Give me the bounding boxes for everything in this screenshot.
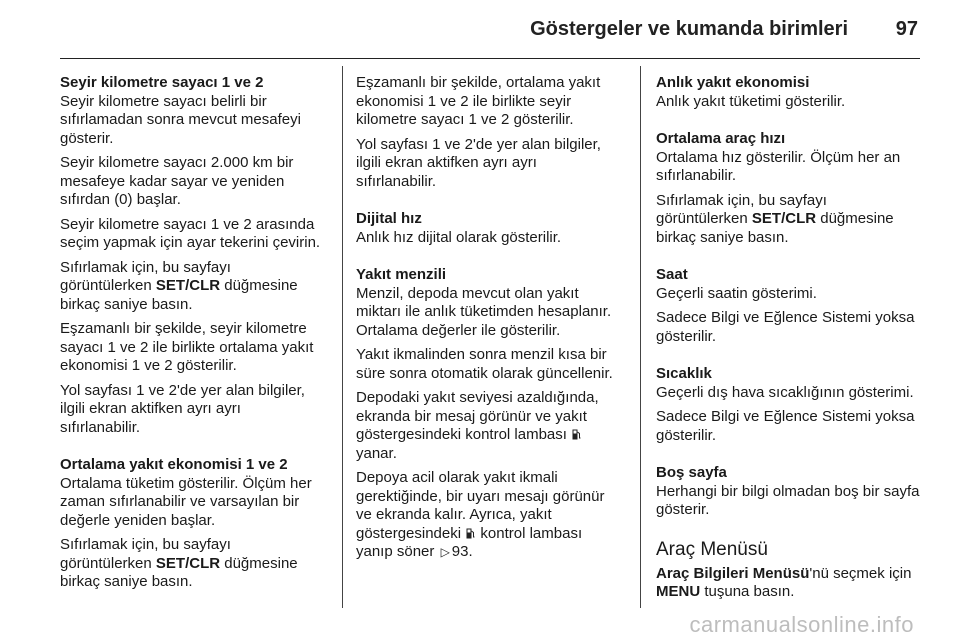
paragraph: Seyir kilometre sayacı 1 ve 2 arasında seçim yapmak için ayar tekerini çevirin. [60, 215, 321, 251]
column-3 [656, 74, 921, 621]
text: Sıfırlamak için, bu sayfayı görüntülerken [60, 258, 231, 294]
section-average-speed [656, 130, 921, 247]
section-heading: Ortalama araç hızı [656, 130, 786, 147]
section-fuel-range [356, 266, 621, 562]
fuel-pump-icon [466, 528, 475, 539]
section-trip-odometer [60, 74, 325, 437]
section-heading: Saat [656, 266, 688, 283]
text: düğmesine birkaç saniye basın. [656, 210, 894, 246]
section-average-fuel-economy [60, 456, 325, 592]
text: . [468, 543, 473, 560]
text: Depoya acil olarak yakıt ikmali gerektiğinde, bir uyarı mesajı görünür ve ekranda kalır. Ayrıca, yakıt göstergesindeki [356, 469, 605, 542]
page-reference[interactable]: 93 [451, 543, 469, 560]
column-2 [356, 74, 621, 581]
paragraph: Yol sayfası 1 ve 2'de yer alan bilgiler, ilgili ekran aktifken ayrı ayrı sıfırlanabilir. [60, 381, 305, 436]
page-reference-arrow-icon: ▷ [440, 545, 450, 559]
paragraph [656, 565, 921, 602]
paragraph: Seyir kilometre sayacı belirli bir sıfırlamadan sonra mevcut mesafeyi gösterir. [60, 92, 301, 147]
section-heading: Dijital hız [356, 210, 422, 227]
text: yanar. [356, 444, 397, 462]
menu-name: Araç Bilgileri Menüsü [656, 564, 810, 582]
text: tuşuna basın. [700, 583, 795, 600]
paragraph: Anlık yakıt tüketimi gösterilir. [656, 92, 846, 110]
paragraph [60, 259, 325, 315]
paragraph: Yakıt ikmalinden sonra menzil kısa bir süre sonra otomatik olarak güncellenir. [356, 346, 613, 382]
key-label-set-clr: SET/CLR [155, 554, 221, 572]
paragraph: Menzil, depoda mevcut olan yakıt miktarı ile anlık tüketimden hesaplanır. Ortalama değerler ile gösterilir. [356, 284, 612, 339]
paragraph [356, 389, 621, 463]
paragraph: Eşzamanlı bir şekilde, seyir kilometre sayacı 1 ve 2 ile birlikte ortalama yakıt ekonomisi 1 ve 2 gösterilir. [60, 320, 314, 374]
key-label-set-clr: SET/CLR [751, 210, 817, 227]
section-vehicle-menu [656, 539, 921, 602]
column-divider-2 [640, 66, 641, 608]
section-heading: Sıcaklık [656, 365, 712, 382]
section-heading-large: Araç Menüsü [656, 538, 768, 560]
section-heading: Boş sayfa [656, 464, 727, 481]
paragraph [656, 192, 921, 248]
page-title: Göstergeler ve kumanda birimleri [530, 18, 848, 40]
paragraph: Geçerli dış hava sıcaklığının gösterimi. [656, 383, 914, 401]
paragraph: Seyir kilometre sayacı 2.000 km bir mesafeye kadar sayar ve yeniden sıfırdan (0) başlar. [60, 154, 294, 208]
text: düğmesine birkaç saniye basın. [60, 277, 298, 313]
section-temperature [656, 365, 921, 445]
paragraph: Herhangi bir bilgi olmadan boş bir sayfa gösterir. [656, 482, 920, 518]
paragraph: Ortalama hız gösterilir. Ölçüm her an sıfırlanabilir. [656, 148, 901, 184]
paragraph: Sadece Bilgi ve Eğlence Sistemi yoksa gösterilir. [656, 309, 915, 345]
section-heading: Seyir kilometre sayacı 1 ve 2 [60, 74, 264, 91]
page-header [60, 0, 920, 59]
section-instant-fuel-economy [656, 74, 921, 111]
paragraph: Eşzamanlı bir şekilde, ortalama yakıt ekonomisi 1 ve 2 ile birlikte seyir kilometre sayacı 1 ve 2 gösterilir. [356, 74, 601, 128]
section-digital-speed [356, 210, 621, 247]
section-clock [656, 266, 921, 346]
text: düğmesine birkaç saniye basın. [60, 554, 298, 590]
section-heading: Anlık yakıt ekonomisi [656, 74, 810, 91]
section-heading: Ortalama yakıt ekonomisi 1 ve 2 [60, 456, 288, 473]
paragraph: Sadece Bilgi ve Eğlence Sistemi yoksa gösterilir. [656, 408, 915, 444]
paragraph: Geçerli saatin gösterimi. [656, 284, 817, 302]
section-continued [356, 74, 621, 191]
paragraph [356, 469, 621, 562]
watermark: carmanualsonline.info [689, 612, 914, 637]
column-divider-1 [342, 66, 343, 608]
text: 'nü seçmek için [809, 564, 912, 582]
page-number: 97 [895, 18, 918, 40]
paragraph: Ortalama tüketim gösterilir. Ölçüm her zaman sıfırlanabilir ve varsayılan bir değerle yeniden başlar. [60, 474, 312, 529]
text: Depodaki yakıt seviyesi azaldığında, ekranda bir mesaj görünür ve yakıt göstergesindeki kontrol lambası [356, 389, 599, 443]
section-blank-page [656, 464, 921, 520]
column-1 [60, 74, 325, 611]
text: Sıfırlamak için, bu sayfayı görüntülerken [60, 536, 231, 572]
key-label-menu: MENU [656, 583, 701, 600]
paragraph: Anlık hız dijital olarak gösterilir. [356, 228, 562, 246]
key-label-set-clr: SET/CLR [155, 277, 221, 294]
fuel-pump-icon [572, 429, 581, 440]
text: Sıfırlamak için, bu sayfayı görüntülerken [656, 191, 827, 227]
paragraph: Yol sayfası 1 ve 2'de yer alan bilgiler, ilgili ekran aktifken ayrı ayrı sıfırlanabilir. [356, 135, 601, 190]
text: kontrol lambası yanıp söner [356, 524, 583, 560]
section-heading: Yakıt menzili [356, 266, 447, 283]
paragraph [60, 536, 325, 592]
